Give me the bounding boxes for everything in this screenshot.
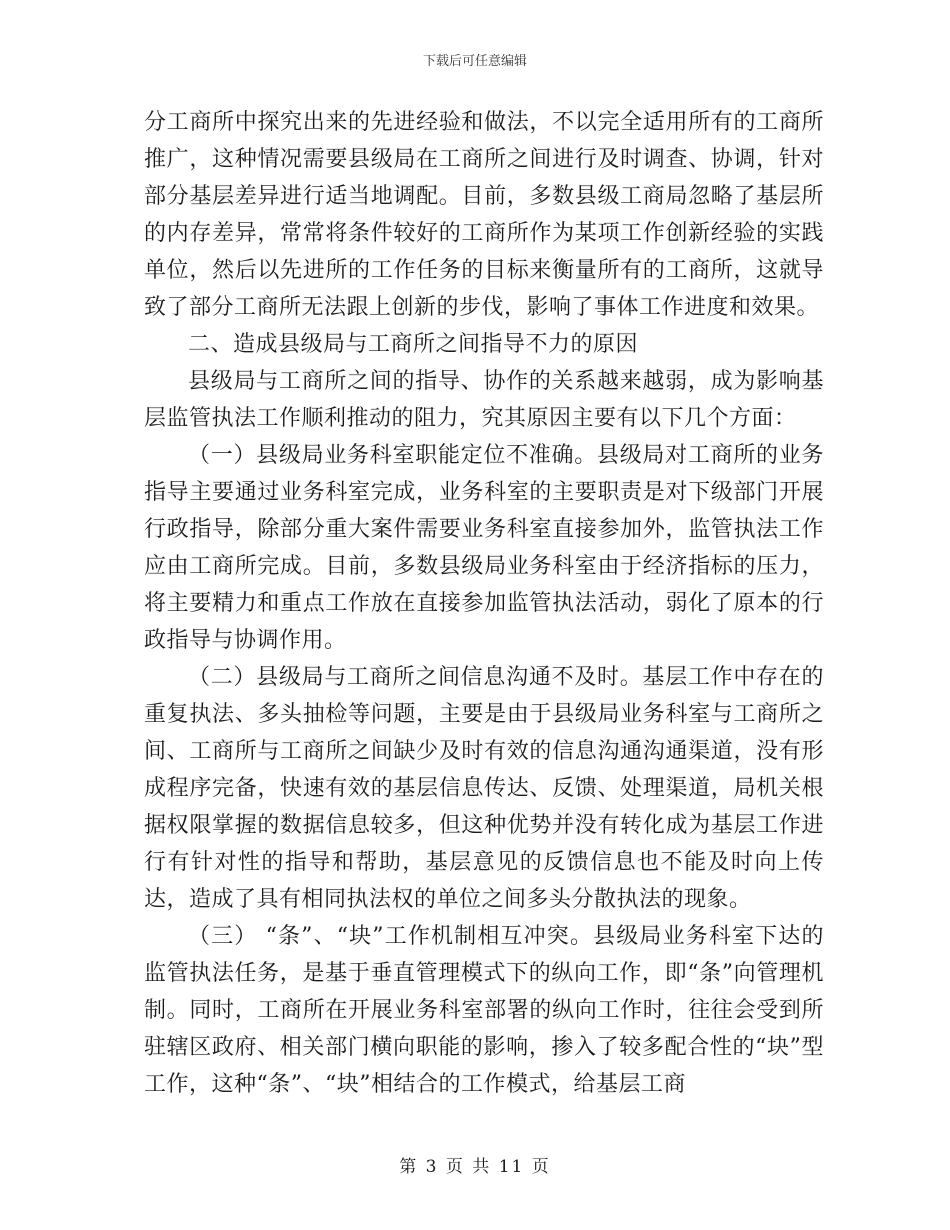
paragraph-point-1: （一）县级局业务科室职能定位不准确。县级局对工商所的业务指导主要通过业务科室完成，业务科室的主要职责是对下级部门开展行政指导，除部分重大案件需要业务科室直接参加外，监管执法工作应由工商所完成。目前，多数县级局业务科室由于经济指标的压力，将主要精力和重点工作放在直接参加监管执法活动，弱化了原本的行政指导与协调作用。 — [144, 443, 824, 653]
paragraph-continuation: 分工商所中探究出来的先进经验和做法，不以完全适用所有的工商所推广，这种情况需要县级局在工商所之间进行及时调查、协调，针对部分基层差异进行适当地调配。目前，多数县级工商局忽略了基层所的内存差异，常常将条件较好的工商所作为某项工作创新经验的实践单位，然后以先进所的工作任务的目标来衡量所有的工商所，这就导致了部分工商所无法跟上创新的步伐，影响了事体工作进度和效果。 — [144, 110, 824, 320]
paragraph-intro: 县级局与工商所之间的指导、协作的关系越来越弱，成为影响基层监管执法工作顺利推动的阻力，究其原因主要有以下几个方面： — [144, 369, 824, 431]
paragraph-point-3: （三） “条”、“块”工作机制相互冲突。县级局业务科室下达的监管执法任务，是基于垂直管理模式下的纵向工作，即“条”向管理机制。同时，工商所在开展业务科室部署的纵向工作时，往往会受到所驻辖区政府、相关部门横向职能的影响，掺入了较多配合性的“块”型工作，这种“条”、“块”相结合的工作模式，给基层工商 — [144, 924, 824, 1097]
document-body — [144, 104, 824, 1103]
page-number-footer: 第 3 页 共 11 页 — [399, 1157, 551, 1177]
paragraph-point-2: （二）县级局与工商所之间信息沟通不及时。基层工作中存在的重复执法、多头抽检等问题，主要是由于县级局业务科室与工商所之间、工商所与工商所之间缺少及时有效的信息沟通沟通渠道，没有形成程序完备，快速有效的基层信息传达、反馈、处理渠道，局机关根据权限掌握的数据信息较多，但这种优势并没有转化成为基层工作进行有针对性的指导和帮助，基层意见的反馈信息也不能及时向上传达，造成了具有相同执法权的单位之间多头分散执法的现象。 — [144, 665, 824, 912]
page-header: 下载后可任意编辑 — [422, 54, 527, 69]
section-heading: 二、造成县级局与工商所之间指导不力的原因 — [188, 332, 639, 357]
